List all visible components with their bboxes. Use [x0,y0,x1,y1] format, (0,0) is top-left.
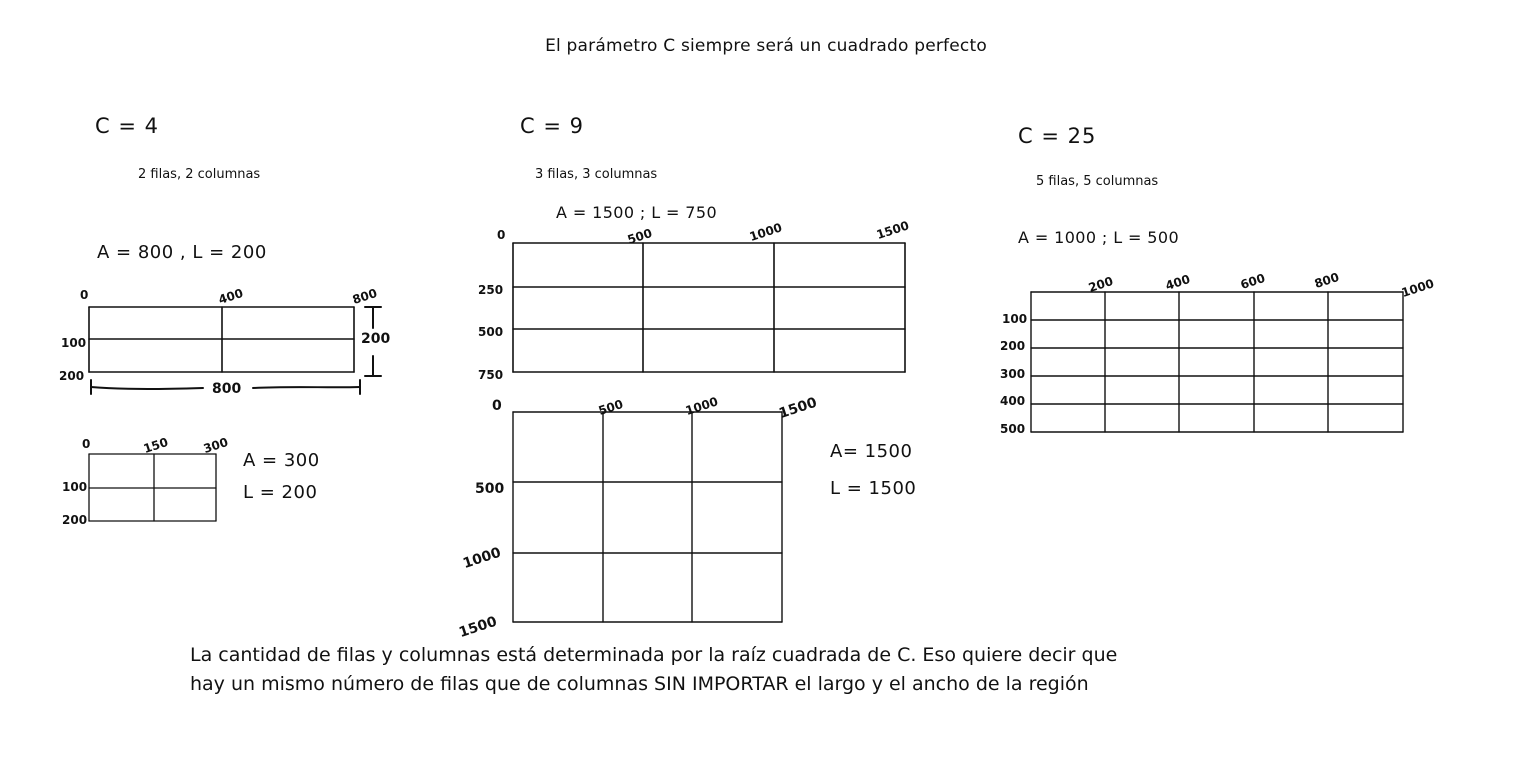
x-tick-c25-grid1-1: 200 [1086,273,1115,295]
y-tick-c9-grid2-3: 1500 [457,613,500,641]
x-tick-c9-grid1-1: 500 [625,225,654,247]
example-heading-c9: C = 9 [520,114,584,138]
grid-c4-grid2 [88,452,220,524]
grid-c9-grid1 [512,241,908,375]
span-label-bottom-c4-grid1: 800 [212,381,242,397]
page-title: El parámetro C siempre será un cuadrado perfecto [545,36,987,56]
example-subheading-c9: 3 filas, 3 columnas [535,167,658,182]
grid-c9-grid1-svg [512,241,908,375]
example-heading-c25: C = 25 [1018,124,1097,148]
example-subheading-c25: 5 filas, 5 columnas [1036,174,1159,189]
span-label-right-c4-grid1: 200 [361,331,391,347]
grid-c4-grid1 [88,305,356,375]
x-tick-c25-grid1-4: 800 [1312,269,1341,291]
example-heading-c4: C = 4 [95,114,159,138]
y-tick-c4-grid1-1: 200 [59,369,85,383]
example-subheading-c4: 2 filas, 2 columnas [138,167,261,182]
y-tick-c25-grid1-3: 400 [1000,394,1026,408]
x-tick-c25-grid1-2: 400 [1163,271,1192,293]
x-tick-c9-grid1-0: 0 [497,228,506,242]
grid-c25-grid1 [1030,290,1406,435]
grid-label-a-c9-grid2: A= 1500 [830,441,913,462]
grid-label-c25-grid1: A = 1000 ; L = 500 [1018,228,1180,247]
grid-label-l-c9-grid2: L = 1500 [830,478,917,499]
y-tick-c9-grid1-1: 250 [478,283,504,297]
y-tick-c25-grid1-1: 200 [1000,339,1026,353]
bottom-note-line-2: hay un mismo número de filas que de columnas SIN IMPORTAR el largo y el ancho de la región [190,673,1089,696]
bottom-note-line-1: La cantidad de filas y columnas está determinada por la raíz cuadrada de C. Eso quiere decir que [190,644,1118,666]
grid-c4-grid2-svg [88,452,220,524]
y-tick-c9-grid1-3: 750 [478,368,504,382]
grid-c4-grid1-svg [88,305,356,375]
x-tick-c9-grid1-2: 1000 [747,220,784,244]
x-tick-c25-grid1-3: 600 [1238,270,1267,292]
x-tick-c9-grid2-1: 500 [596,396,625,418]
x-tick-c4-grid1-2: 800 [350,285,379,307]
x-tick-c25-grid1-5: 1000 [1399,276,1436,300]
y-tick-c25-grid1-2: 300 [1000,367,1026,381]
x-tick-c9-grid2-0: 0 [492,398,502,414]
y-tick-c25-grid1-0: 100 [1002,312,1028,326]
grid-c9-grid2-svg [512,410,786,625]
grid-c9-grid2 [512,410,786,625]
x-tick-c9-grid2-2: 1000 [683,394,720,418]
y-tick-c25-grid1-4: 500 [1000,422,1026,436]
y-tick-c9-grid2-1: 500 [475,481,505,497]
grid-label-a-c4-grid2: A = 300 [243,450,320,471]
y-tick-c4-grid1-0: 100 [61,336,87,350]
bottom-note [190,641,1350,700]
y-tick-c4-grid2-1: 200 [62,513,88,527]
x-tick-c9-grid2-3: 1500 [777,394,820,422]
y-tick-c9-grid1-2: 500 [478,325,504,339]
x-tick-c4-grid1-1: 400 [216,285,245,307]
x-tick-c9-grid1-3: 1500 [874,218,911,242]
grid-c25-grid1-svg [1030,290,1406,435]
grid-label-l-c4-grid2: L = 200 [243,482,318,503]
x-tick-c4-grid2-0: 0 [82,437,91,451]
x-tick-c4-grid2-1: 150 [141,434,170,456]
grid-label-c9-grid1: A = 1500 ; L = 750 [556,203,718,222]
y-tick-c4-grid2-0: 100 [62,480,88,494]
grid-label-c4-grid1: A = 800 , L = 200 [97,242,267,263]
y-tick-c9-grid2-2: 1000 [461,544,504,572]
x-tick-c4-grid1-0: 0 [80,288,89,302]
x-tick-c4-grid2-2: 300 [201,434,230,456]
